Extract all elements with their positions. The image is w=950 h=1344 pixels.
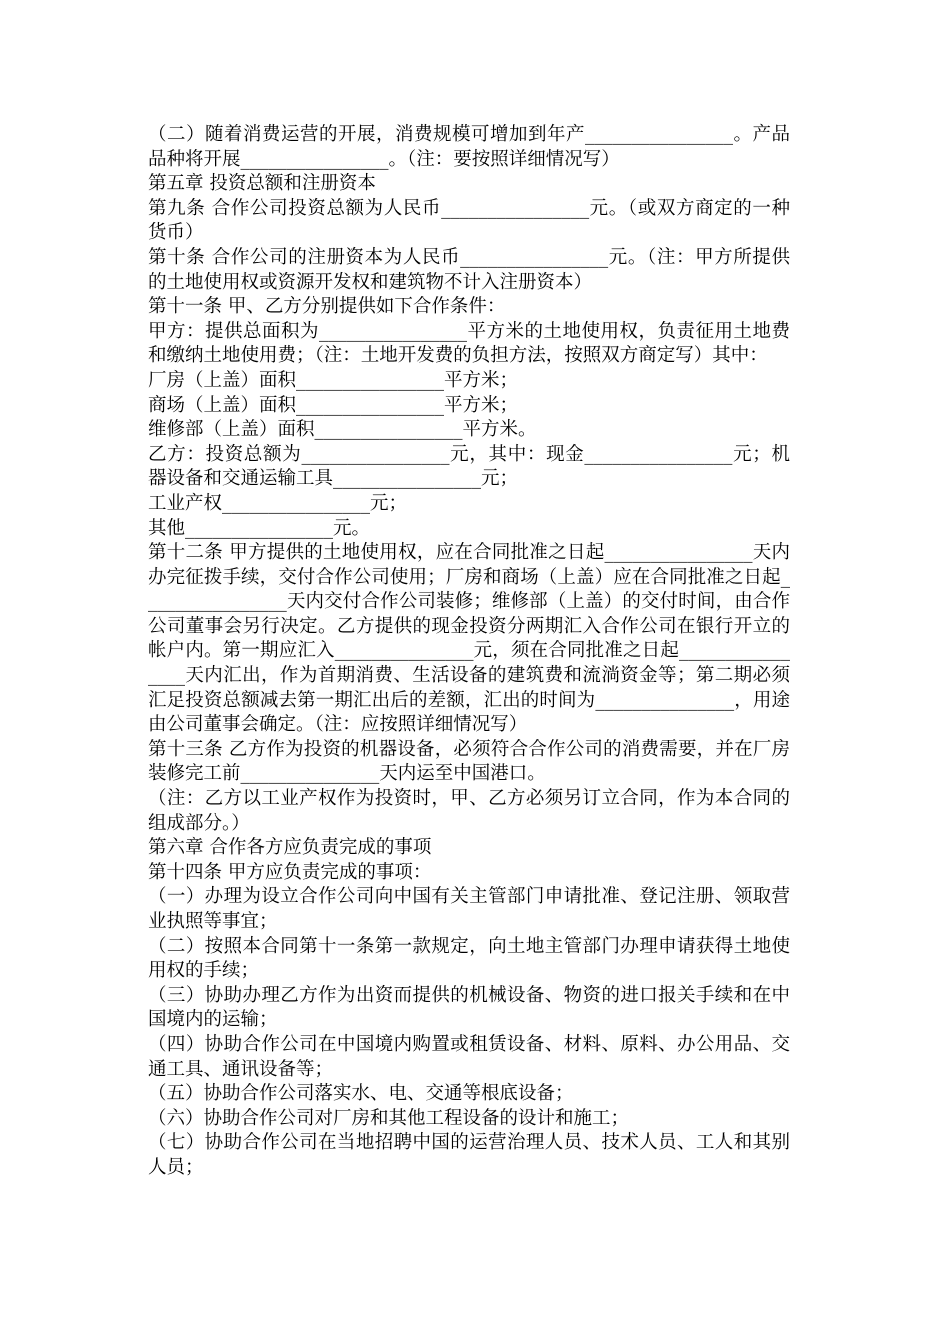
paragraph-production-scale: （二）随着消费运营的开展，消费规模可增加到年产________________。产品品种将开展________________。（注：要按照详细情况写） <box>148 124 790 170</box>
article-10: 第十条 合作公司的注册资本为人民币________________元。（注：甲方所提供的土地使用权或资源开发权和建筑物不计入注册资本） <box>148 246 790 293</box>
industrial-property: 工业产权________________元； <box>148 492 408 514</box>
article-13: 第十三条 乙方作为投资的机器设备，必须符合合作公司的消费需要，并在厂房装修完工前_______________天内运至中国港口。 <box>148 738 790 785</box>
mall-area: 商场（上盖）面积________________平方米； <box>148 394 519 416</box>
article-14-item-3: （三）协助办理乙方作为出资而提供的机械设备、物资的进口报关手续和在中国境内的运输； <box>148 984 790 1031</box>
article-12: 第十二条 甲方提供的土地使用权，应在合同批准之日起________________天内办完征拨手续，交付合作公司使用；厂房和商场（上盖）应在合同批准之日起________________天内交付合作公司装修；维修部（上盖）的交付时间，由合作公司董事会另行决定。乙方提供的现金投资分两期汇入合作公司在银行开立的帐户内。第一期应汇入_______________元，须在合同批准之日起________________天内汇出，作为首期消费、生活设备的建筑费和流淌资金等；第二期必须汇足投资总额减去第一期汇出后的差额，汇出的时间为_______________，用途由公司董事会确定。（注：应按照详细情况写） <box>148 542 790 736</box>
factory-area: 厂房（上盖）面积________________平方米； <box>148 369 519 391</box>
article-11: 第十一条 甲、乙方分别提供如下合作条件： <box>148 296 506 318</box>
chapter-5-heading: 第五章 投资总额和注册资本 <box>148 173 376 195</box>
article-14-item-5: （五）协助合作公司落实水、电、交通等根底设备； <box>148 1083 574 1105</box>
other-investment: 其他________________元。 <box>148 517 371 539</box>
article-14: 第十四条 甲方应负责完成的事项： <box>148 861 432 883</box>
article-14-item-7: （七）协助合作公司在当地招聘中国的运营治理人员、技术人员、工人和其别人员； <box>148 1132 790 1178</box>
chapter-6-heading: 第六章 合作各方应负责完成的事项 <box>148 837 432 859</box>
article-9: 第九条 合作公司投资总额为人民币________________元。（或双方商定的一种货币） <box>148 197 790 244</box>
article-14-item-4: （四）协助合作公司在中国境内购置或租赁设备、材料、原料、办公用品、交通工具、通讯设备等； <box>148 1033 790 1080</box>
repair-area: 维修部（上盖）面积________________平方米。 <box>148 419 537 441</box>
article-14-item-6: （六）协助合作公司对厂房和其他工程设备的设计和施工； <box>148 1107 630 1129</box>
party-a-conditions: 甲方：提供总面积为________________平方米的土地使用权，负责征用土地费和缴纳土地使用费；（注：土地开发费的负担方法，按照双方商定写）其中： <box>148 320 790 367</box>
document-body <box>148 123 790 1181</box>
article-13-note: （注：乙方以工业产权作为投资时，甲、乙方必须另订立合同，作为本合同的组成部分。） <box>148 788 790 834</box>
article-14-item-1: （一）办理为设立合作公司向中国有关主管部门申请批准、登记注册、领取营业执照等事宜； <box>148 886 790 932</box>
article-14-item-2: （二）按照本合同第十一条第一款规定，向土地主管部门办理申请获得土地使用权的手续； <box>148 935 790 982</box>
party-b-investment: 乙方：投资总额为________________元，其中：现金________________元；机器设备和交通运输工具________________元； <box>148 443 790 490</box>
